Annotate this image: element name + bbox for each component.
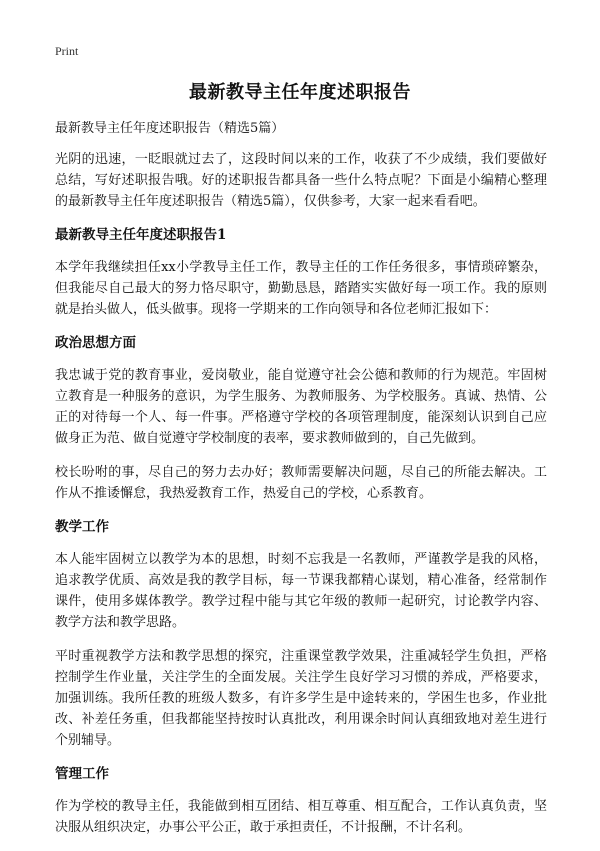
section1-heading: 最新教导主任年度述职报告1 bbox=[55, 227, 227, 243]
politics-heading: 政治思想方面 bbox=[55, 335, 136, 351]
print-label: Print bbox=[55, 44, 79, 58]
intro-paragraph: 光阴的迅速，一眨眼就过去了，这段时间以来的工作，收获了不少成绩，我们要做好总结，写好述职报告哦。好的述职报告都具备一些什么特点呢？下面是小编精心整理的最新教导主任年度述职报告（精选5篇），仅供参考，大家一起来看看吧。 bbox=[55, 152, 547, 209]
politics-paragraph-1: 我忠诚于党的教育事业，爱岗敬业，能自觉遵守社会公德和教师的行为规范。牢固树立教育是一种服务的意识，为学生服务、为教师服务、为学校服务。真诚、热情、公正的对待每一个人、每一件事。严格遵守学校的各项管理制度，能深刻认识到自己应做身正为范、做自觉遵守学校制度的表率，要求教师做到的，自己先做到。 bbox=[55, 368, 547, 446]
document-title: 最新教导主任年度述职报告 bbox=[189, 82, 411, 103]
section1-paragraph: 本学年我继续担任xx小学教导主任工作，教导主任的工作任务很多，事情琐碎繁杂，但我能尽自己最大的努力恪尽职守，勤勤恳恳，踏踏实实做好每一项工作。我的原则就是抬头做人，低头做事。现将一学期来的工作向领导和各位老师汇报如下： bbox=[55, 260, 547, 317]
document-body bbox=[55, 118, 547, 851]
politics-paragraph-2: 校长吩咐的事，尽自己的努力去办好；教师需要解决问题，尽自己的所能去解决。工作从不推诿懈怠，我热爱教育工作，热爱自己的学校，心系教育。 bbox=[55, 465, 547, 501]
teaching-paragraph-2: 平时重视教学方法和教学思想的探究，注重课堂教学效果，注重减轻学生负担，严格控制学生作业量，关注学生的全面发展。关注学生良好学习习惯的养成，严格要求，加强训练。我所任教的班级人数多，有许多学生是中途转来的，学困生也多，作业批改、补差任务重，但我都能坚持按时认真批改，利用课余时间认真细致地对差生进行个别辅导。 bbox=[55, 649, 547, 748]
management-heading: 管理工作 bbox=[55, 766, 109, 782]
document-subtitle: 最新教导主任年度述职报告（精选5篇） bbox=[55, 121, 285, 136]
teaching-paragraph-1: 本人能牢固树立以教学为本的思想，时刻不忘我是一名教师，严谨教学是我的风格，追求教学优质、高效是我的教学目标，每一节课我都精心谋划，精心准备，经常制作课件，使用多媒体教学。教学过程中能与其它年级的教师一起研究，讨论教学内容、教学方法和教学思路。 bbox=[55, 552, 547, 630]
management-paragraph-1: 作为学校的教导主任，我能做到相互团结、相互尊重、相互配合，工作认真负责，坚决服从组织决定，办事公平公正，敢于承担责任，不计报酬，不计名利。 bbox=[55, 799, 547, 835]
teaching-heading: 教学工作 bbox=[55, 519, 109, 535]
